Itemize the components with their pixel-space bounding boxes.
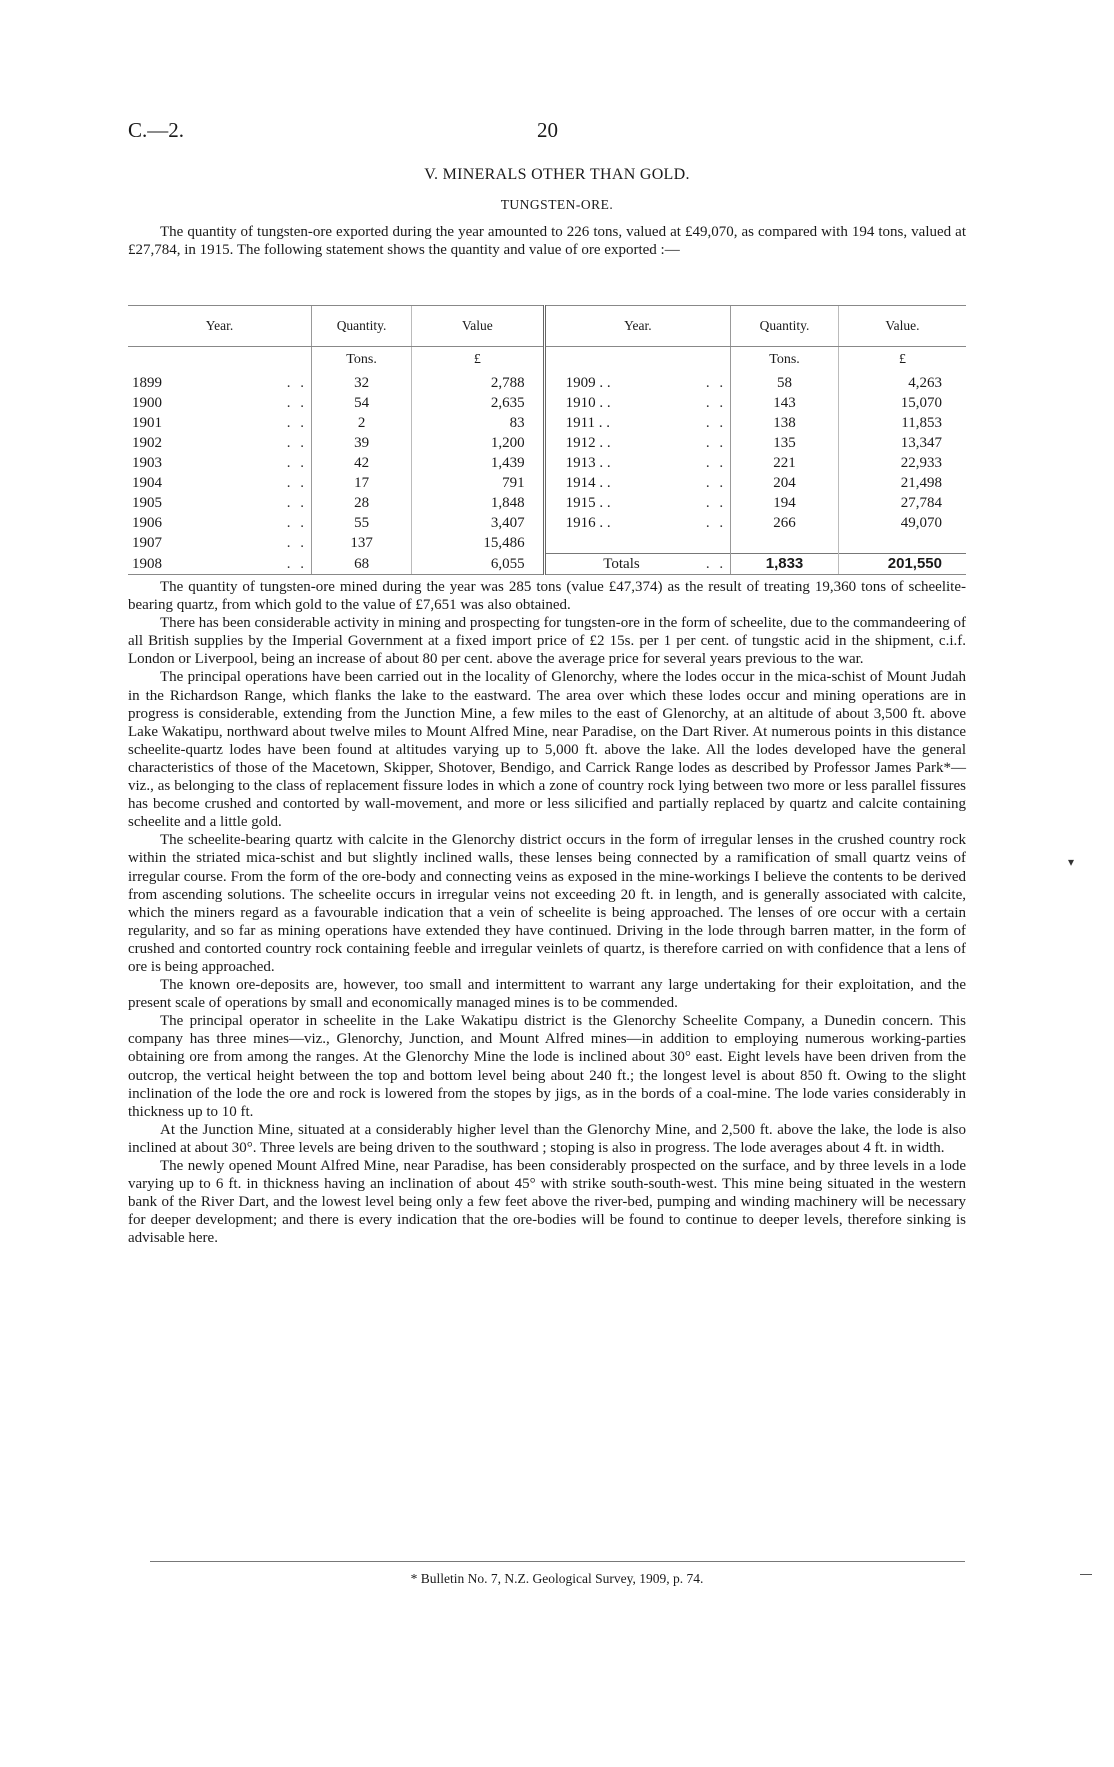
year-cell: 1902: [132, 435, 162, 451]
quantity-cell: 2: [312, 413, 412, 433]
value-cell: 11,853: [838, 413, 966, 433]
value-cell: 21,498: [838, 473, 966, 493]
units-row: [128, 347, 966, 374]
body-paragraph: The scheelite-bearing quartz with calcite in the Glenorchy district occurs in the form of irregular lenses in the crushed country rock within the striated mica-schist and but slightly inclined walls, these lenses being connected by a ramification of small quartz veins of irregular course. From the form of the ore-body and connecting veins as exposed in the mine-workings I believe the contents to be derived from ascending solutions. The scheelite occurs in irregular veins not exceeding 20 ft. in length, and is generally associated with calcite, which the miners regard as a favourable indication that a vein of scheelite is being approached. The lenses of ore occur with a certain regularity, and so far as mining operations have extended they have continued. Driving in the lode through barren matter, in the form of crushed and contorted country rock containing feeble and irregular veinlets of quartz, is therefore carried on with confidence that a lens of ore is being approached.: [128, 832, 966, 975]
subsection-title: TUNGSTEN-ORE.: [500, 197, 614, 212]
year-cell: 1914 . .: [544, 473, 644, 493]
quantity-cell: 137: [312, 533, 412, 554]
body-paragraph: The newly opened Mount Alfred Mine, near Paradise, has been considerably prospected on the surface, and by three levels in a lode varying up to 6 ft. in thickness having an inclination of about 45° with strike south-south-west. This mine being situated in the western bank of the River Dart, and the lowest level being only a few feet above the river-bed, pumping and winding machinery will be necessary for deeper development; and there is every indication that the ore-bodies will be found to continue to deeper levels, therefore sinking is advisable here.: [128, 1158, 966, 1247]
quantity-cell: 17: [312, 473, 412, 493]
empty-cell: [644, 533, 731, 554]
quantity-cell: 204: [731, 473, 839, 493]
totals-label: Totals: [544, 554, 644, 575]
table-row: [128, 554, 966, 575]
body-paragraph: The quantity of tungsten-ore mined during the year was 285 tons (value £47,374) as the result of treating 19,360 tons of scheelite-bearing quartz, from which gold to the value of £7,651 was also obtained.: [128, 579, 966, 614]
value-cell: 49,070: [838, 513, 966, 533]
value-cell: 15,486: [412, 533, 544, 554]
body-paragraph: The known ore-deposits are, however, too small and intermittent to warrant any large undertaking for their exploitation, and the present scale of operations by small and economically managed mines is to be commended.: [128, 977, 966, 1012]
quantity-cell: 221: [731, 453, 839, 473]
body-text: [128, 578, 966, 1247]
quantity-cell: 58: [731, 373, 839, 393]
intro-text: The quantity of tungsten-ore exported during the year amounted to 226 tons, valued at £49,070, as compared with 194 tons, valued at £27,784, in 1915. The following statement shows the quantity and value of ore exported :—: [128, 224, 966, 258]
totals-value: 201,550: [838, 554, 966, 575]
footnote: * Bulletin No. 7, N.Z. Geological Survey, 1909, p. 74.: [410, 1571, 704, 1586]
footnote-rule: [150, 1561, 965, 1562]
intro-paragraph: [128, 223, 966, 259]
section-title: V. MINERALS OTHER THAN GOLD.: [424, 166, 690, 183]
unit-pound-right: £: [838, 347, 966, 374]
table-row: [128, 513, 966, 533]
value-cell: 22,933: [838, 453, 966, 473]
value-cell: 15,070: [838, 393, 966, 413]
year-cell: 1899: [132, 375, 162, 391]
leader-dots: . .: [205, 554, 311, 575]
value-cell: 13,347: [838, 433, 966, 453]
year-cell: 1913 . .: [544, 453, 644, 473]
header-year: Year.: [128, 306, 312, 347]
margin-dash: [1080, 1574, 1092, 1575]
table-header-row: [128, 306, 966, 347]
empty-cell: [838, 533, 966, 554]
quantity-cell: 55: [312, 513, 412, 533]
leader-dots: . .: [705, 455, 727, 471]
empty-cell: [731, 533, 839, 554]
quantity-cell: 138: [731, 413, 839, 433]
leader-dots: . .: [286, 475, 308, 491]
body-paragraph: There has been considerable activity in mining and prospecting for tungsten-ore in the form of scheelite, due to the commandeering of all British supplies by the Imperial Government at a fixed import price of £2 15s. per 1 per cent. of tungstic acid in the shipment, c.i.f. London or Liverpool, being an increase of about 80 per cent. above the average price for several years previous to the war.: [128, 615, 966, 668]
quantity-cell: 39: [312, 433, 412, 453]
leader-dots: . .: [705, 495, 727, 511]
value-cell: 3,407: [412, 513, 544, 533]
year-cell: 1901: [132, 415, 162, 431]
value-cell: 2,788: [412, 373, 544, 393]
leader-dots: . .: [286, 375, 308, 391]
leader-dots: . .: [286, 455, 308, 471]
leader-dots: . .: [286, 495, 308, 511]
table-row: [128, 533, 966, 554]
header-value-right: Value.: [838, 306, 966, 347]
year-cell: 1905: [132, 495, 162, 511]
year-cell: 1906: [132, 515, 162, 531]
unit-pound: £: [412, 347, 544, 374]
quantity-cell: 135: [731, 433, 839, 453]
leader-dots: . .: [286, 435, 308, 451]
value-cell: 1,439: [412, 453, 544, 473]
leader-dots: . .: [286, 415, 308, 431]
header-year-right: Year.: [544, 306, 731, 347]
table-row: [128, 453, 966, 473]
body-paragraph: At the Junction Mine, situated at a considerably higher level than the Glenorchy Mine, and 2,500 ft. above the lake, the lode is also inclined at about 30°. Three levels are being driven to the southward ; stoping is also in progress. The lode averages about 4 ft. in width.: [128, 1121, 966, 1156]
quantity-cell: 42: [312, 453, 412, 473]
leader-dots: . .: [286, 535, 308, 552]
quantity-cell: 194: [731, 493, 839, 513]
tungsten-export-table: [128, 305, 966, 575]
year-cell: 1910 . .: [544, 393, 644, 413]
leader-dots: . .: [705, 435, 727, 451]
value-cell: 83: [412, 413, 544, 433]
value-cell: 27,784: [838, 493, 966, 513]
unit-tons: Tons.: [312, 347, 412, 374]
quantity-cell: 68: [312, 554, 412, 575]
unit-tons-right: Tons.: [731, 347, 839, 374]
totals-quantity: 1,833: [731, 554, 839, 575]
leader-dots: . .: [705, 375, 727, 391]
table-row: [128, 473, 966, 493]
leader-dots: . .: [705, 475, 727, 491]
quantity-cell: 32: [312, 373, 412, 393]
value-cell: 1,848: [412, 493, 544, 513]
year-cell: 1912 . .: [544, 433, 644, 453]
quantity-cell: 54: [312, 393, 412, 413]
margin-mark: ▾: [1068, 855, 1075, 869]
body-paragraph: The principal operator in scheelite in the Lake Wakatipu district is the Glenorchy Scheelite Company, a Dunedin concern. This company has three mines—viz., Glenorchy, Junction, and Mount Alfred mines—in addition to employing numerous working-parties obtaining ore from among the ranges. At the Glenorchy Mine the lode is inclined about 30° east. Eight levels have been driven from the outcrop, the vertical height between the top and bottom level being about 240 ft.; the longest level is about 850 ft. Owing to the slight inclination of the lode the ore and rock is lowered from the stopes by jigs, as in the bords of a coal-mine. The lode varies considerably in thickness up to 10 ft.: [128, 1013, 966, 1120]
table-row: [128, 413, 966, 433]
page-number: 20: [537, 118, 558, 142]
leader-dots: . .: [286, 395, 308, 411]
leader-dots: . .: [705, 415, 727, 431]
leader-dots: . .: [644, 554, 731, 575]
quantity-cell: 28: [312, 493, 412, 513]
table-body: [128, 347, 966, 575]
year-cell: 1909 . .: [544, 373, 644, 393]
table-row: [128, 373, 966, 393]
year-cell: 1904: [132, 475, 162, 491]
year-cell: 1907: [132, 535, 162, 552]
value-cell: 1,200: [412, 433, 544, 453]
year-cell: 1915 . .: [544, 493, 644, 513]
header-quantity: Quantity.: [312, 306, 412, 347]
year-cell: 1916 . .: [544, 513, 644, 533]
table-row: [128, 433, 966, 453]
table-row: [128, 493, 966, 513]
value-cell: 6,055: [412, 554, 544, 575]
value-cell: 791: [412, 473, 544, 493]
header-value: Value: [412, 306, 544, 347]
body-paragraph: The principal operations have been carried out in the locality of Glenorchy, where the lodes occur in the mica-schist of Mount Judah in the Richardson Range, which flanks the lake to the eastward. The area over which these lodes occur and mining operations are in progress is considerable, extending from the Junction Mine, a few miles to the east of Glenorchy, at an altitude of about 3,500 ft. above Lake Wakatipu, northward about twelve miles to Mount Alfred Mine, near Paradise, on the Dart River. At numerous points in this distance scheelite-quartz lodes have been found at altitudes varying up to 5,000 ft. above the lake. All the lodes developed have the general characteristics of those of the Macetown, Skipper, Shotover, Bendigo, and Carrick Range lodes as described by Professor James Park*—viz., as belonging to the class of replacement fissure lodes in which a zone of country rock lying between two more or less parallel fissures has become crushed and contorted by wall-movement, and more or less silicified and partially replaced by quartz and calcite containing scheelite and a little gold.: [128, 669, 966, 831]
value-cell: 2,635: [412, 393, 544, 413]
year-cell: 1908: [128, 554, 205, 575]
leader-dots: . .: [705, 515, 727, 531]
leader-dots: . .: [286, 515, 308, 531]
empty-cell: [544, 533, 644, 554]
year-cell: 1900: [132, 395, 162, 411]
document-code: C.—2.: [128, 118, 185, 142]
year-cell: 1911 . .: [544, 413, 644, 433]
table-row: [128, 393, 966, 413]
value-cell: 4,263: [838, 373, 966, 393]
header-quantity-right: Quantity.: [731, 306, 839, 347]
year-cell: 1903: [132, 455, 162, 471]
leader-dots: . .: [705, 395, 727, 411]
quantity-cell: 143: [731, 393, 839, 413]
quantity-cell: 266: [731, 513, 839, 533]
